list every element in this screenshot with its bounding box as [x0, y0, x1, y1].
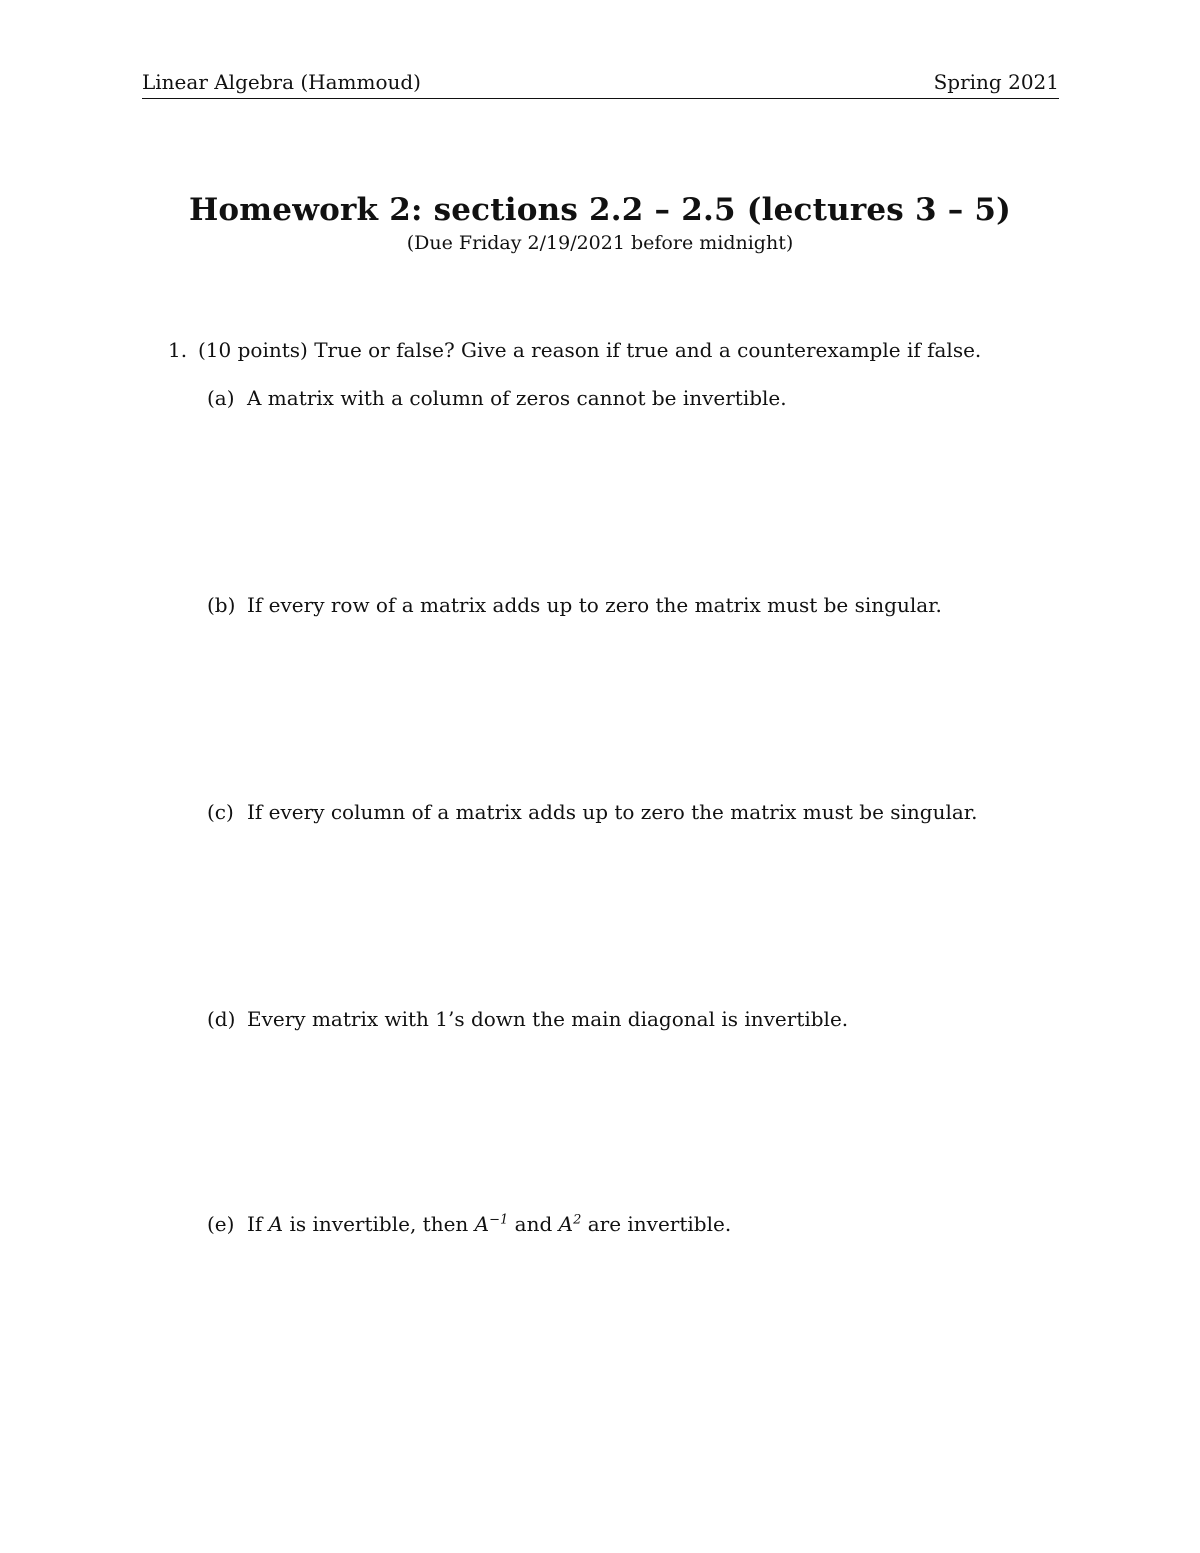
math-var-a-squared: $A^2$ [558, 1212, 582, 1236]
part-b [207, 593, 942, 617]
part-label: (e) [207, 1212, 235, 1236]
term-label: Spring 2021 [933, 70, 1059, 94]
part-e [207, 1212, 731, 1236]
title-block [0, 192, 1200, 254]
problem-number: 1. [168, 338, 188, 362]
part-a [207, 386, 787, 410]
homework-title: Homework 2: sections 2.2 – 2.5 (lectures 3 – 5) [188, 192, 1012, 228]
part-label: (c) [207, 800, 234, 824]
math-var-a-inverse: $A^{-1}$ [474, 1212, 509, 1236]
due-date: (Due Friday 2/19/2021 before midnight) [406, 232, 794, 254]
course-name: Linear Algebra (Hammoud) [142, 70, 421, 94]
page-header [142, 68, 1059, 99]
part-text-pre: If [247, 1212, 263, 1236]
part-label: (a) [207, 386, 235, 410]
problem-1 [168, 338, 981, 362]
problem-text: (10 points) True or false? Give a reason if true and a counterexample if false. [198, 338, 982, 362]
part-text: If every column of a matrix adds up to zero the matrix must be singular. [247, 800, 978, 824]
part-c [207, 800, 978, 824]
part-d [207, 1007, 848, 1031]
part-text: A matrix with a column of zeros cannot be invertible. [247, 386, 787, 410]
part-label: (b) [207, 593, 236, 617]
part-text-mid: is invertible, then [289, 1212, 469, 1236]
part-label: (d) [207, 1007, 236, 1031]
part-text-post: are invertible. [587, 1212, 732, 1236]
part-text-and: and [514, 1212, 553, 1236]
part-text: Every matrix with 1’s down the main diagonal is invertible. [247, 1007, 849, 1031]
part-text: If every row of a matrix adds up to zero the matrix must be singular. [247, 593, 942, 617]
math-var-a: A [268, 1212, 284, 1236]
